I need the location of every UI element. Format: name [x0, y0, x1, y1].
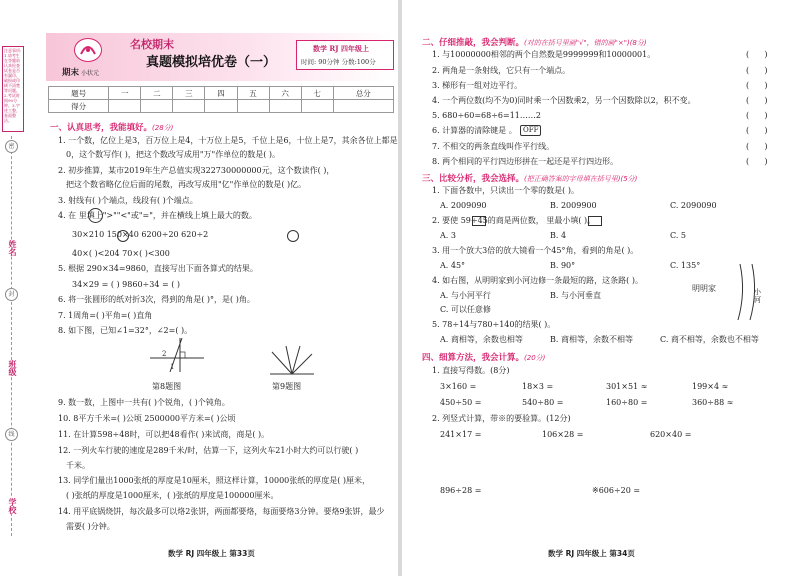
choice-option[interactable]: B. 商相等，余数不相等: [550, 335, 633, 344]
judge-answer-box[interactable]: ( ): [746, 157, 768, 166]
page-footer: 数学 RJ 四年级上 第34页: [548, 549, 635, 558]
question-line: 3. 射线有( )个端点，线段有( )个端点。: [58, 196, 198, 205]
notice-box: 注意事项: 1.请考生在答题前认真检查试卷是否有漏印、破损或印刷不清楚等问题。2.考试时间90分钟。3.字迹工整，卷面整洁。: [2, 46, 24, 132]
choice-option[interactable]: C. 5: [670, 231, 687, 240]
vertical-calc-item: 620×40 =: [650, 430, 692, 439]
figure9-caption: 第9题图: [272, 382, 302, 391]
judge-item: 5. 680÷60=68÷6=11……2: [432, 111, 541, 120]
question-line: 34×29 = ( ) 9860÷34 = ( ): [72, 280, 180, 289]
score-table-header-row: [49, 87, 394, 100]
exam-time-score: 时间: 90分钟 分数:100分: [301, 58, 376, 66]
question-line: 13. 同学们量出1000张纸的厚度是10厘米，照这样计算，10000张纸的厚度是( )厘米，: [58, 476, 371, 485]
choice-option[interactable]: C. 135°: [670, 261, 701, 270]
judge-answer-box[interactable]: ( ): [746, 50, 768, 59]
page-title: 真题模拟培优卷（一）: [146, 55, 277, 70]
binding-strip: [0, 0, 26, 576]
judge-item: 3. 梯形有一组对边平行。: [432, 81, 523, 90]
choice-option[interactable]: C. 2090090: [670, 201, 717, 210]
figure-home-label: 明明家: [692, 284, 716, 293]
compare-circle[interactable]: [117, 230, 129, 242]
section2-title: 二、仔细推敲，我会判断。(对的在括号里画"√"，错的画"×")(8分): [422, 38, 647, 48]
score-input-cell[interactable]: [141, 100, 173, 113]
score-input-cell[interactable]: [269, 100, 301, 113]
score-input-cell[interactable]: [109, 100, 141, 113]
choice-option[interactable]: A. 2009090: [440, 201, 487, 210]
choice-option[interactable]: B. 4: [550, 231, 567, 240]
section4-title: 四、细算方法，我会计算。(20分): [422, 353, 546, 363]
judge-answer-box[interactable]: ( ): [746, 126, 768, 135]
figure-river-label: 小河: [754, 288, 761, 304]
score-cell: 题号: [49, 87, 109, 100]
question-line: 1. 一个数，亿位上是3，百万位上是4，十万位上是5，千位上是6，十位上是7，其余各位上都是: [58, 136, 398, 145]
svg-text:1: 1: [170, 363, 175, 371]
judge-item: 4. 一个两位数(均不为0)同时乘一个因数乘2，另一个因数除以2，积不变。: [432, 96, 696, 105]
vertical-calc-item: ※606÷20 =: [592, 486, 641, 495]
score-cell: 七: [301, 87, 333, 100]
calc-item: 199×4 ≈: [692, 382, 729, 391]
score-input-cell[interactable]: [301, 100, 333, 113]
section3-title: 三、比较分析，我会选择。(把正确答案的字母填在括号里)(5分): [422, 174, 638, 184]
score-cell: 四: [205, 87, 237, 100]
question-line: 7. 1周角=( )平角=( )直角: [58, 311, 153, 320]
calc-item: 360÷88 ≈: [692, 398, 734, 407]
school-label: 学校: [4, 498, 18, 514]
judge-answer-box[interactable]: ( ): [746, 96, 768, 105]
score-cell: 二: [141, 87, 173, 100]
digit-blank[interactable]: [472, 216, 486, 226]
question-line: 10. 8平方千米=( )公顷 2500000平方米=( )公顷: [58, 414, 236, 423]
seal-mark-mi: 密: [5, 140, 18, 153]
judge-item: 1. 与10000000相邻的两个自然数是9999999和10000001。: [432, 50, 656, 59]
choice-option[interactable]: C. 商不相等，余数也不相等: [660, 335, 759, 344]
brand-name: 期末 小状元: [62, 68, 100, 78]
choice-question: 5. 78÷14与780÷140的结果( )。: [432, 320, 556, 329]
exam-subject: 数学 RJ 四年级上: [313, 44, 370, 53]
compare-circle[interactable]: [88, 208, 103, 223]
question-line: 12. 一列火车行驶的速度是289千米/时，估算一下，这列火车21小时大约可以行驶( ): [58, 446, 359, 455]
calc-subtitle: 1. 直接写得数。(8分): [432, 366, 510, 375]
choice-option[interactable]: B. 2009900: [550, 201, 597, 210]
calc-item: 301×51 ≈: [606, 382, 648, 391]
figure9-diagram: [266, 344, 318, 378]
question-line: 4. 在 里填上">""<"或"="，并在横线上填上最大的数。: [58, 211, 257, 220]
calc-item: 450÷50 =: [440, 398, 482, 407]
seal-mark-feng: 封: [5, 288, 18, 301]
choice-option[interactable]: B. 90°: [550, 261, 576, 270]
seal-line: [11, 136, 12, 536]
section1-title: 一、认真思考，我能填好。(28分): [50, 123, 174, 133]
calc-item: 540÷80 =: [522, 398, 564, 407]
score-cell: 五: [237, 87, 269, 100]
svg-text:2: 2: [162, 350, 167, 358]
score-input-cell[interactable]: [205, 100, 237, 113]
choice-option[interactable]: A. 与小河平行: [440, 291, 491, 300]
name-label: 姓名: [4, 240, 18, 256]
calc-item: 3×160 =: [440, 382, 477, 391]
question-line: 9. 数一数，上图中一共有( )个锐角，( )个钝角。: [58, 398, 230, 407]
question-line: 0，这个数写作( )，把这个数改写成用"万"作单位的数是( )。: [66, 150, 281, 159]
judge-answer-box[interactable]: ( ): [746, 81, 768, 90]
class-label: 班级: [4, 360, 18, 376]
header-subtitle: 名校期末: [130, 38, 174, 51]
choice-question: 2. 要使 59÷45的商是两位数， 里最小填( )。: [432, 216, 596, 225]
choice-question: 1. 下面各数中，只读出一个零的数是( )。: [432, 186, 579, 195]
choice-question: 3. 用一个放大3倍的放大镜看一个45°角，看到的角是( )。: [432, 246, 639, 255]
judge-item: 2. 两角是一条射线，它只有一个端点。: [432, 66, 571, 75]
calc-item: 160÷80 =: [606, 398, 648, 407]
question-line: 40×( )<204 70×( )<300: [72, 249, 170, 258]
off-key-icon: OFF: [520, 125, 541, 136]
compare-circle[interactable]: [287, 230, 299, 242]
score-cell: 总分: [333, 87, 393, 100]
judge-item: 8. 两个相同的平行四边形拼在一起还是平行四边形。: [432, 157, 619, 166]
choice-option[interactable]: A. 45°: [440, 261, 466, 270]
question-line: 5. 根据 290×34=9860，直接写出下面各算式的结果。: [58, 264, 258, 273]
question-line: 2. 初步推算，某市2019年生产总值实现322730000000元，这个数读作( )，: [58, 166, 335, 175]
question-line: 14. 用平底锅烧饼，每次最多可以烙2张饼，两面都要烙，每面要烙3分钟。要烙9张饼，最少: [58, 507, 385, 516]
question-line: 6. 将一张圆形的纸对折3次，得到的角是( )°，是( )角。: [58, 295, 255, 304]
score-input-cell[interactable]: [173, 100, 205, 113]
question-line: 把这个数省略亿位后面的尾数，再改写成用"亿"作单位的数是( )亿。: [66, 180, 307, 189]
figure8-caption: 第8题图: [152, 382, 182, 391]
calc-item: 18×3 =: [522, 382, 554, 391]
river-diagram: [730, 262, 770, 322]
score-cell: 三: [173, 87, 205, 100]
judge-answer-box[interactable]: ( ): [746, 111, 768, 120]
score-cell: 一: [109, 87, 141, 100]
score-cell: 六: [269, 87, 301, 100]
question-line: 8. 如下图，已知∠1=32°，∠2=( )。: [58, 326, 193, 335]
judge-item: 7. 不相交的两条直线叫作平行线。: [432, 142, 555, 151]
page-footer: 数学 RJ 四年级上 第33页: [168, 549, 255, 558]
choice-option[interactable]: A. 3: [440, 231, 456, 240]
seal-mark-xian: 线: [5, 428, 18, 441]
vertical-calc-subtitle: 2. 列竖式计算，带※的要验算。(12分): [432, 414, 571, 423]
vertical-calc-item: 241×17 =: [440, 430, 482, 439]
question-line: 需要( )分钟。: [66, 522, 115, 531]
judge-answer-box[interactable]: ( ): [746, 142, 768, 151]
figure8-diagram: [146, 336, 208, 374]
question-line: ( )张纸的厚度是1000厘米，( )张纸的厚度是100000厘米。: [66, 491, 279, 500]
judge-item: 6. 计算器的清除键是 。: [432, 126, 517, 135]
score-cell: 得分: [49, 100, 109, 113]
left-page: [0, 0, 398, 576]
score-table: [48, 86, 394, 113]
exam-info-box: [296, 40, 394, 70]
choice-option[interactable]: B. 与小河垂直: [550, 291, 601, 300]
score-input-cell[interactable]: [333, 100, 393, 113]
choice-option[interactable]: C. 可以任意修: [440, 305, 491, 314]
question-line: 11. 在计算598÷48时，可以把48看作( )来试商，商是( )。: [58, 430, 270, 439]
brand-logo-icon: [74, 38, 102, 62]
score-table-score-row: [49, 100, 394, 113]
judge-answer-box[interactable]: ( ): [746, 66, 768, 75]
question-line: 千米。: [66, 461, 90, 470]
choice-question: 4. 如右图，从明明家到小河边修一条最短的路，这条路( )。: [432, 276, 643, 285]
vertical-calc-item: 106×28 =: [542, 430, 584, 439]
vertical-calc-item: 896÷28 =: [440, 486, 482, 495]
question-line: 30×210 150×40 6200÷20 620÷2: [72, 230, 209, 239]
choice-option[interactable]: A. 商相等，余数也相等: [440, 335, 523, 344]
right-page: [402, 0, 800, 576]
score-input-cell[interactable]: [237, 100, 269, 113]
digit-blank[interactable]: [588, 216, 602, 226]
